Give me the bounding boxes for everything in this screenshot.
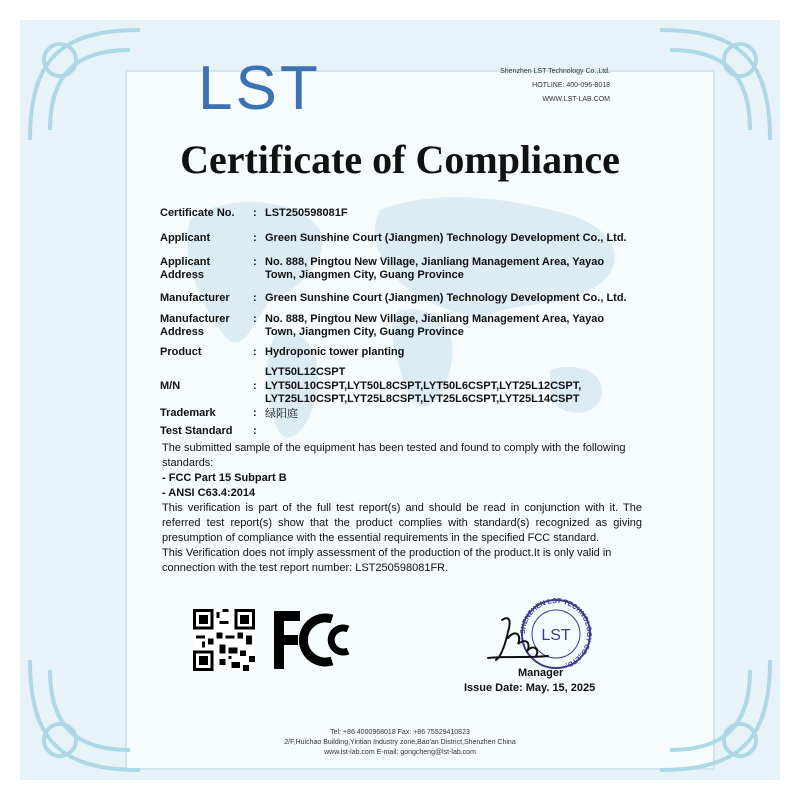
fcc-logo-icon (270, 607, 360, 673)
mn-value (265, 380, 645, 406)
corner-ornament-icon (20, 20, 150, 150)
colon: : (253, 207, 257, 219)
mn-label: M/N (160, 380, 181, 392)
label-line: Applicant (160, 256, 211, 268)
manufacturer-value: Green Sunshine Court (Jiangmen) Technology Development Co., Ltd. (265, 292, 627, 304)
value-line: No. 888, Pingtou New Village, Jianliang Management Area, Yayao (265, 256, 605, 268)
trademark-label: Trademark (160, 407, 216, 419)
qr-code-icon (193, 609, 255, 671)
value-line: Town, Jiangmen City, Guang Province (265, 326, 464, 338)
certificate-title: Certificate of Compliance (180, 137, 620, 182)
hotline: HOTLINE: 400-096-8018 (532, 82, 610, 89)
colon: : (253, 425, 257, 437)
seal-center-text: LST (541, 627, 571, 644)
label-line: Address (160, 269, 205, 281)
certificate-no-value: LST250598081F (265, 207, 348, 219)
footer-address: 2/F,Huichao Building,Yintian Industry zone,Bao'an District,Shenzhen China (284, 739, 516, 746)
corner-ornament-icon (650, 20, 780, 150)
colon: : (253, 292, 257, 304)
manager-title: Manager (518, 667, 564, 679)
footer (0, 728, 800, 758)
colon: : (253, 232, 257, 244)
intro-text: The submitted sample of the equipment has been tested and found to comply with the following standards: (162, 442, 626, 469)
value-line: No. 888, Pingtou New Village, Jianliang Management Area, Yayao (265, 313, 605, 325)
issue-date: Issue Date: May. 15, 2025 (464, 682, 596, 694)
manufacturer-label: Manufacturer (160, 292, 230, 304)
certificate-body (162, 441, 642, 576)
lst-logo: LST (198, 54, 321, 123)
applicant-address-value (265, 256, 645, 282)
product-value: Hydroponic tower planting (265, 346, 405, 358)
certificate-no-label: Certificate No. (160, 207, 235, 219)
applicant-address-label (160, 256, 210, 282)
footer-web-email: www.lst-lab.com E-mail: gongcheng@lst-lab.com (324, 749, 476, 756)
company-name: Shenzhen LST Technology Co.,Ltd. (500, 68, 610, 75)
value-line: LYT25L10CSPT,LYT25L8CSPT,LYT25L6CSPT,LYT25L14CSPT (265, 393, 580, 405)
seal-ring-path: SHENZHEN LST TECHNOLOGY CO.,LTD. (519, 598, 593, 669)
seal-and-signature (478, 598, 618, 670)
value-line: Town, Jiangmen City, Guang Province (265, 269, 464, 281)
colon: : (253, 256, 257, 268)
colon: : (253, 313, 257, 325)
applicant-label: Applicant (160, 232, 211, 244)
mn-value-line1: LYT50L12CSPT (265, 366, 346, 378)
test-standard-label: Test Standard (160, 425, 233, 437)
manufacturer-address-label (160, 313, 230, 339)
verification-paragraph: This verification is part of the full test report(s) and should be read in conjunction with it. The referred test report(s) show that the product complies with standard(s) recognized as giving presumption of compliance with the essential requirements in the specified FCC standard. (162, 502, 642, 544)
validity-paragraph: This Verification does not imply assessment of the production of the product.It is only valid in connection with the test report number: LST250598081FR. (162, 547, 612, 574)
trademark-value: 绿阳庭 (265, 407, 298, 420)
colon: : (253, 380, 257, 392)
footer-contact: Tel: +86 4000968018 Fax: +86 75529410823 (330, 729, 470, 736)
label-line: Manufacturer (160, 313, 230, 325)
colon: : (253, 346, 257, 358)
applicant-value: Green Sunshine Court (Jiangmen) Technology Development Co., Ltd. (265, 232, 627, 244)
value-line: LYT50L10CSPT,LYT50L8CSPT,LYT50L6CSPT,LYT25L12CSPT, (265, 380, 582, 392)
corner-ornament-icon (650, 650, 780, 780)
standard-item: - ANSI C63.4:2014 (162, 487, 256, 499)
product-label: Product (160, 346, 202, 358)
corner-ornament-icon (20, 650, 150, 780)
company-info (470, 65, 610, 107)
website: WWW.LST-LAB.COM (542, 96, 610, 103)
colon: : (253, 407, 257, 419)
label-line: Address (160, 326, 205, 338)
manufacturer-address-value (265, 313, 645, 339)
standard-item: - FCC Part 15 Subpart B (162, 472, 287, 484)
